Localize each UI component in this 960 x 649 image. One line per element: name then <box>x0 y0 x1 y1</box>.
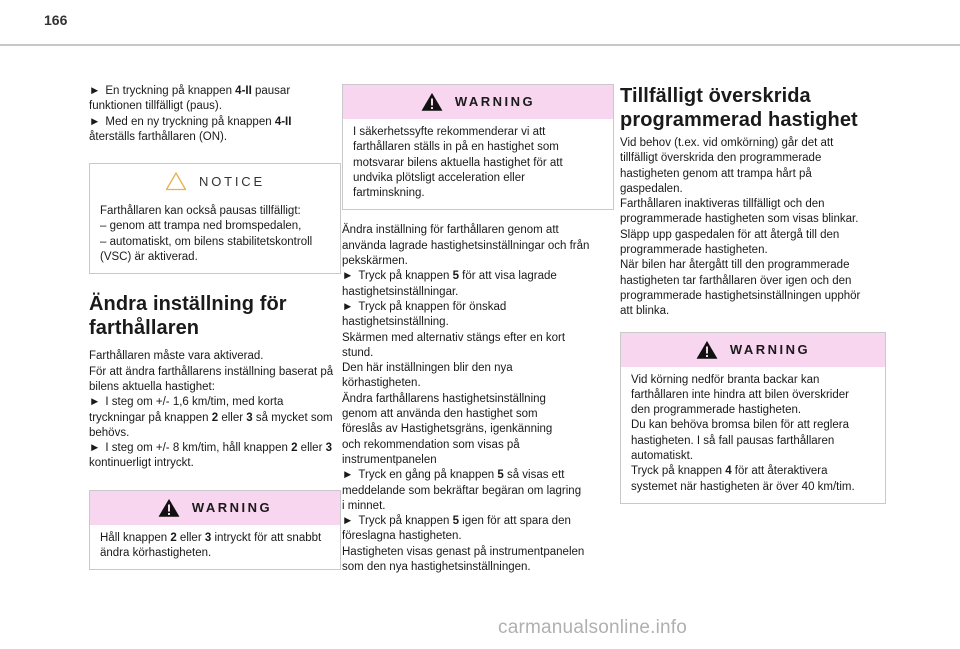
text-run: och rekommendation som visas på <box>342 438 520 451</box>
text-line <box>342 285 614 300</box>
text-run: återställs farthållaren (ON). <box>89 130 228 143</box>
text-run: Tryck på knappen <box>631 465 726 478</box>
text-line: (VSC) är aktiverad. <box>100 251 198 264</box>
text-line <box>89 84 341 99</box>
text-run: När bilen har återgått till den programmerade <box>620 259 850 272</box>
text-run: 4-II <box>235 85 252 97</box>
text-run: En tryckning på knappen <box>105 85 236 97</box>
text-run: systemet när hastigheten är över 40 km/tim. <box>631 480 855 493</box>
text-run: 4 <box>725 465 732 478</box>
text-run: ändra körhastigheten. <box>100 547 212 560</box>
text-line <box>620 289 886 304</box>
warning-body <box>90 525 340 570</box>
text-line <box>342 484 614 499</box>
change-setting-text <box>89 349 341 471</box>
text-run: 5 <box>497 469 504 482</box>
text-line <box>620 151 886 166</box>
warning-title: WARNING <box>454 94 536 110</box>
text-run: programmerade hastigheten som visas blinkar. <box>620 213 859 226</box>
text-run: programmerade hastigheten. <box>620 244 768 257</box>
text-run: använda lagrade hastighetsinställningar och från <box>342 239 590 252</box>
text-line <box>89 395 341 410</box>
text-line <box>631 418 875 433</box>
text-run: hastighetsinställningar. <box>342 285 459 298</box>
text-run: instrumentpanelen <box>342 453 437 466</box>
text-run: eller <box>297 442 326 455</box>
notice-box <box>89 163 341 274</box>
text-line <box>100 531 330 546</box>
notice-body <box>90 198 340 273</box>
text-line <box>342 514 614 529</box>
watermark: carmanualsonline.info <box>498 617 688 638</box>
text-run: pausar <box>251 85 291 97</box>
text-run: 5 <box>452 270 459 283</box>
text-run: hastigheten genom att trampa hårt på <box>620 167 812 180</box>
text-run: I steg om +/- 1,6 km/tim, med korta <box>105 396 284 409</box>
bullet-arrow: ► <box>342 270 354 283</box>
text-run: 2 <box>291 442 298 455</box>
text-line <box>620 243 886 258</box>
text-run: programmerade hastighetsinställningen upphör <box>620 289 861 302</box>
text-line <box>342 422 614 437</box>
text-run: För att ändra farthållarens inställning baserat på <box>89 365 334 378</box>
warning-header <box>621 333 885 367</box>
text-line <box>342 468 614 483</box>
notice-icon <box>165 171 187 191</box>
text-run: som den nya hastighetsinställningen. <box>342 561 531 574</box>
text-run: Släpp upp gaspedalen för att återgå till den <box>620 228 840 241</box>
text-run: eller <box>176 531 205 544</box>
text-run: hastigheten. I så fall pausas farthållaren <box>631 434 835 447</box>
text-run: Tryck på knappen för önskad <box>358 300 507 313</box>
text-run: undvika plötsligt acceleration eller <box>353 171 525 184</box>
text-run: funktionen tillfälligt (paus). <box>89 100 222 113</box>
text-run: stund. <box>342 346 374 359</box>
text-run: Den här inställningen blir den nya <box>342 362 513 375</box>
text-line <box>631 480 875 495</box>
text-run: pekskärmen. <box>342 255 408 268</box>
text-run: föreslås av Hastighetsgräns, igenkänning <box>342 423 553 436</box>
text-line <box>620 274 886 289</box>
text-run: Hastigheten visas genast på instrumentpanelen <box>342 545 585 558</box>
bullet-arrow: ► <box>89 85 101 97</box>
text-run: Vid behov (t.ex. vid omkörning) går det att <box>620 137 834 149</box>
section-heading-change-setting <box>89 292 341 340</box>
text-run: tillfälligt överskrida den programmerade <box>620 152 822 165</box>
text-line <box>89 411 341 426</box>
text-line <box>631 434 875 449</box>
notice-title: NOTICE <box>199 173 265 189</box>
left-column <box>89 84 341 570</box>
text-line <box>342 223 614 238</box>
text-run: kontinuerligt intryckt. <box>89 457 194 470</box>
text-line <box>620 304 886 319</box>
text-run: intryckt för att snabbt <box>211 531 322 544</box>
text-run: hastigheten tar farthållaren över igen och den <box>620 274 852 287</box>
text-line <box>620 197 886 212</box>
bullet-arrow: ► <box>89 442 101 455</box>
bullet-arrow: ► <box>342 469 354 482</box>
text-line <box>342 529 614 544</box>
text-run: eller <box>218 411 247 424</box>
warning-box-downhill <box>620 332 886 504</box>
right-column <box>620 84 886 504</box>
text-line <box>342 331 614 346</box>
text-run: 3 <box>246 411 253 424</box>
text-line <box>342 376 614 391</box>
text-line: – genom att trampa ned bromspedalen, <box>100 220 302 233</box>
text-line <box>89 441 341 456</box>
text-run: Ändra farthållarens hastighetsinställning <box>342 392 546 405</box>
text-line <box>620 258 886 273</box>
text-run: I säkerhetssyfte rekommenderar vi att <box>353 126 546 138</box>
text-run: behövs. <box>89 426 130 439</box>
text-line <box>342 239 614 254</box>
text-line <box>89 426 341 441</box>
text-run: farthållaren inte hindra att bilen överskrider <box>631 388 849 401</box>
warning-box-hold-button <box>89 490 341 571</box>
warning-icon <box>421 92 443 112</box>
text-line <box>342 453 614 468</box>
text-line: farthållaren <box>89 317 200 340</box>
bullet-arrow: ► <box>342 515 354 528</box>
text-line <box>342 560 614 575</box>
text-line <box>631 388 875 403</box>
text-run: 5 <box>452 515 459 528</box>
warning-title: WARNING <box>191 500 273 516</box>
text-run: tryckningar på knappen <box>89 411 212 424</box>
text-run: Skärmen med alternativ stängs efter en kort <box>342 331 566 344</box>
text-line <box>342 269 614 284</box>
text-line <box>353 186 603 201</box>
section-heading-exceed-speed <box>620 84 886 132</box>
bullet-arrow: ► <box>342 300 354 313</box>
warning-header <box>343 85 613 119</box>
warning-box-safety <box>342 84 614 210</box>
text-run: meddelande som bekräftar begäran om lagring <box>342 484 582 497</box>
text-line <box>631 449 875 464</box>
warning-icon <box>158 498 180 518</box>
text-line: Tillfälligt överskrida <box>620 85 811 107</box>
text-run: Du kan behöva bromsa bilen för att reglera <box>631 419 849 432</box>
text-line: programmerad hastighet <box>620 109 858 131</box>
text-line <box>620 228 886 243</box>
text-line <box>342 254 614 269</box>
text-run: motsvarar bilens aktuella hastighet för att <box>353 156 563 169</box>
text-line <box>342 392 614 407</box>
text-run: igen för att spara den <box>458 515 571 528</box>
text-run: i minnet. <box>342 499 386 512</box>
middle-column <box>342 84 614 575</box>
bullet-arrow: ► <box>89 396 101 409</box>
text-run: Farthållaren inaktiveras tillfälligt och den <box>620 198 825 211</box>
text-run: föreslagna hastigheten. <box>342 530 462 543</box>
text-line <box>353 171 603 186</box>
text-run: körhastigheten. <box>342 377 421 390</box>
text-line <box>89 456 341 471</box>
text-line <box>353 125 603 140</box>
text-run: så visas ett <box>503 469 565 482</box>
text-line <box>342 361 614 376</box>
text-line: – automatiskt, om bilens stabilitetskontroll <box>100 235 313 248</box>
text-line <box>342 499 614 514</box>
stored-speeds-text <box>342 223 614 575</box>
text-run: Tryck en gång på knappen <box>358 469 498 482</box>
warning-title: WARNING <box>729 341 811 357</box>
text-line <box>631 373 875 388</box>
text-run: automatiskt. <box>631 450 693 463</box>
text-run: Tryck på knappen <box>358 515 453 528</box>
text-line <box>353 156 603 171</box>
text-run: så mycket som <box>252 411 333 424</box>
text-line <box>342 315 614 330</box>
text-line: Farthållaren kan också pausas tillfälligt: <box>100 205 301 218</box>
text-run: att blinka. <box>620 305 670 318</box>
text-run: Farthållaren måste vara aktiverad. <box>89 350 264 363</box>
text-run: gaspedalen. <box>620 182 683 195</box>
text-line <box>631 403 875 418</box>
text-line <box>620 136 886 151</box>
text-line <box>342 346 614 361</box>
text-line <box>342 407 614 422</box>
text-run: för att visa lagrade <box>458 270 557 283</box>
text-run: Håll knappen <box>100 531 171 544</box>
text-run: Med en ny tryckning på knappen <box>105 115 275 128</box>
text-line <box>342 545 614 560</box>
text-run: 3 <box>204 531 212 544</box>
text-run: 2 <box>170 531 177 544</box>
exceed-speed-text <box>620 136 886 320</box>
warning-body <box>621 367 885 503</box>
header-divider <box>0 44 960 46</box>
text-line <box>620 182 886 197</box>
text-line <box>342 300 614 315</box>
text-line <box>89 365 341 380</box>
text-line <box>620 212 886 227</box>
text-line: Ändra inställning för <box>89 293 287 316</box>
text-run: den programmerade hastigheten. <box>631 404 802 417</box>
text-line <box>89 99 341 114</box>
bullet-arrow: ► <box>89 115 101 128</box>
intro-text <box>89 84 341 145</box>
text-line <box>89 349 341 364</box>
text-run: Vid körning nedför branta backar kan <box>631 373 820 386</box>
text-line <box>100 546 330 561</box>
text-run: för att återaktivera <box>731 465 828 478</box>
text-run: bilens aktuella hastighet: <box>89 380 215 393</box>
text-run: 2 <box>211 411 219 424</box>
text-line <box>353 140 603 155</box>
text-run: Tryck på knappen <box>358 270 453 283</box>
text-line <box>89 130 341 145</box>
text-run: hastighetsinställning. <box>342 316 449 329</box>
text-run: 3 <box>325 442 333 455</box>
text-line <box>620 167 886 182</box>
text-line <box>89 380 341 395</box>
page-number: 166 <box>44 12 68 28</box>
notice-header <box>90 164 340 198</box>
text-run: farthållaren ställs in på en hastighet som <box>353 141 559 154</box>
text-run: Ändra inställning för farthållaren genom att <box>342 224 559 237</box>
text-line <box>342 438 614 453</box>
text-line <box>89 115 341 130</box>
text-line <box>631 464 875 479</box>
text-run: I steg om +/- 8 km/tim, håll knappen <box>105 442 292 455</box>
text-run: fartminskning. <box>353 187 425 200</box>
warning-header <box>90 491 340 525</box>
warning-body <box>343 119 613 209</box>
text-run: 4-II <box>274 115 292 128</box>
warning-icon <box>696 340 718 360</box>
text-run: genom att använda den hastighet som <box>342 408 538 421</box>
